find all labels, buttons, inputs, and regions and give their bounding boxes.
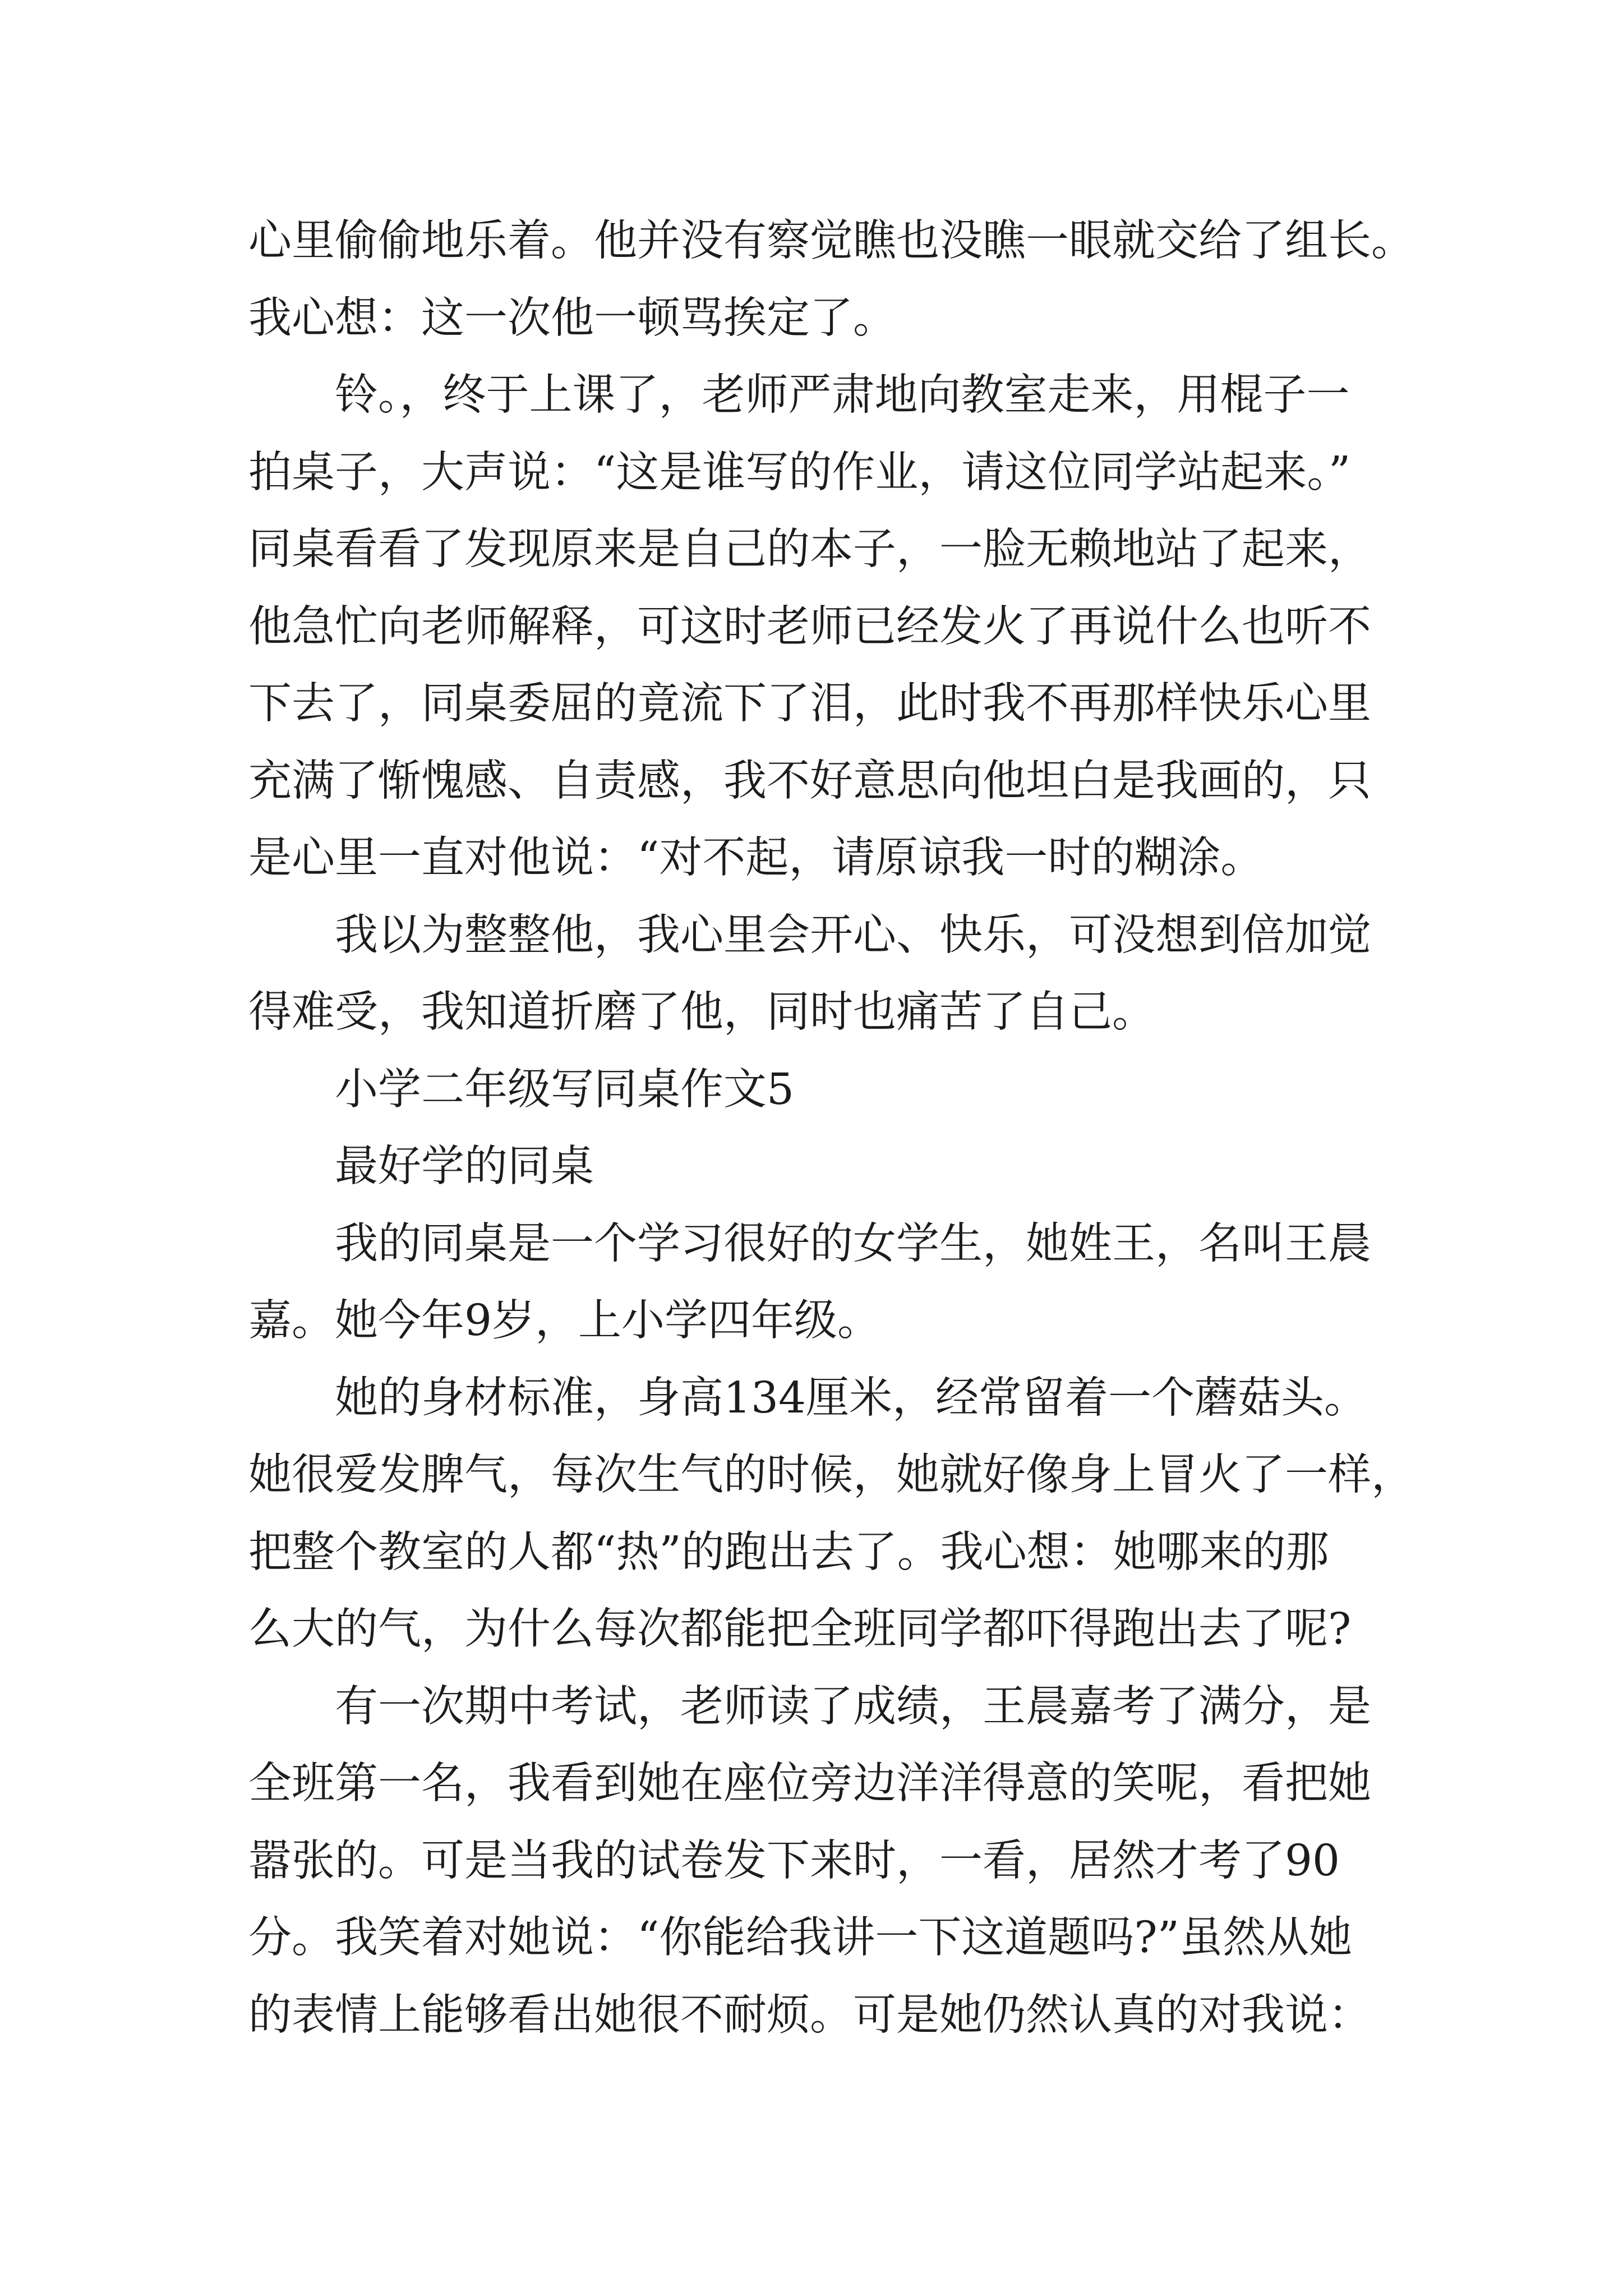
text-line: 分。我笑着对她说：“你能给我讲一下这道题吗?”虽然从她 (248, 1913, 1353, 1963)
text-line: 铃。，终于上课了，老师严肃地向教室走来，用棍子一 (335, 370, 1350, 420)
text-line: 嚣张的。可是当我的试卷发下来时，一看，居然才考了90 (248, 1835, 1340, 1886)
text-line: 我的同桌是一个学习很好的女学生，她姓王，名叫王晨 (335, 1218, 1371, 1269)
text-line: 她很爱发脾气，每次生气的时候，她就好像身上冒火了一样， (248, 1450, 1414, 1500)
essay-title: 最好学的同桌 (335, 1142, 594, 1191)
section-heading: 小学二年级写同桌作文5 (335, 1064, 794, 1115)
body-text (248, 203, 1482, 2054)
text-line: 心里偷偷地乐着。他并没有察觉瞧也没瞧一眼就交给了组长。 (248, 216, 1414, 266)
text-line: 嘉。她今年9岁，上小学四年级。 (248, 1296, 880, 1346)
text-line: 下去了，同桌委屈的竟流下了泪，此时我不再那样快乐心里 (248, 679, 1371, 729)
text-line: 有一次期中考试，老师读了成绩，王晨嘉考了满分，是 (335, 1681, 1371, 1732)
text-line: 得难受，我知道折磨了他，同时也痛苦了自己。 (248, 987, 1155, 1037)
text-line: 她的身材标准，身高134厘米，经常留着一个蘑菇头。 (335, 1373, 1367, 1423)
text-line: 全班第一名，我看到她在座位旁边洋洋得意的笑呢，看把她 (248, 1759, 1371, 1809)
text-line: 我心想：这一次他一顿骂挨定了。 (248, 293, 896, 343)
text-line: 的表情上能够看出她很不耐烦。可是她仍然认真的对我说： (248, 1990, 1371, 2040)
text-line: 把整个教室的人都“热”的跑出去了。我心想：她哪来的那 (248, 1527, 1329, 1577)
text-line: 么大的气，为什么每次都能把全班同学都吓得跑出去了呢? (248, 1604, 1352, 1654)
text-line: 他急忙向老师解释，可这时老师已经发火了再说什么也听不 (248, 601, 1371, 652)
text-line: 是心里一直对他说：“对不起，请原谅我一时的糊涂。 (248, 833, 1264, 883)
text-line: 我以为整整他，我心里会开心、快乐，可没想到倍加觉 (335, 910, 1371, 960)
text-line: 同桌看看了发现原来是自己的本子，一脸无赖地站了起来， (248, 524, 1371, 574)
text-line: 拍桌子，大声说：“这是谁写的作业，请这位同学站起来。” (248, 447, 1351, 498)
text-line: 充满了惭愧感、自责感，我不好意思向他坦白是我画的，只 (248, 756, 1371, 806)
